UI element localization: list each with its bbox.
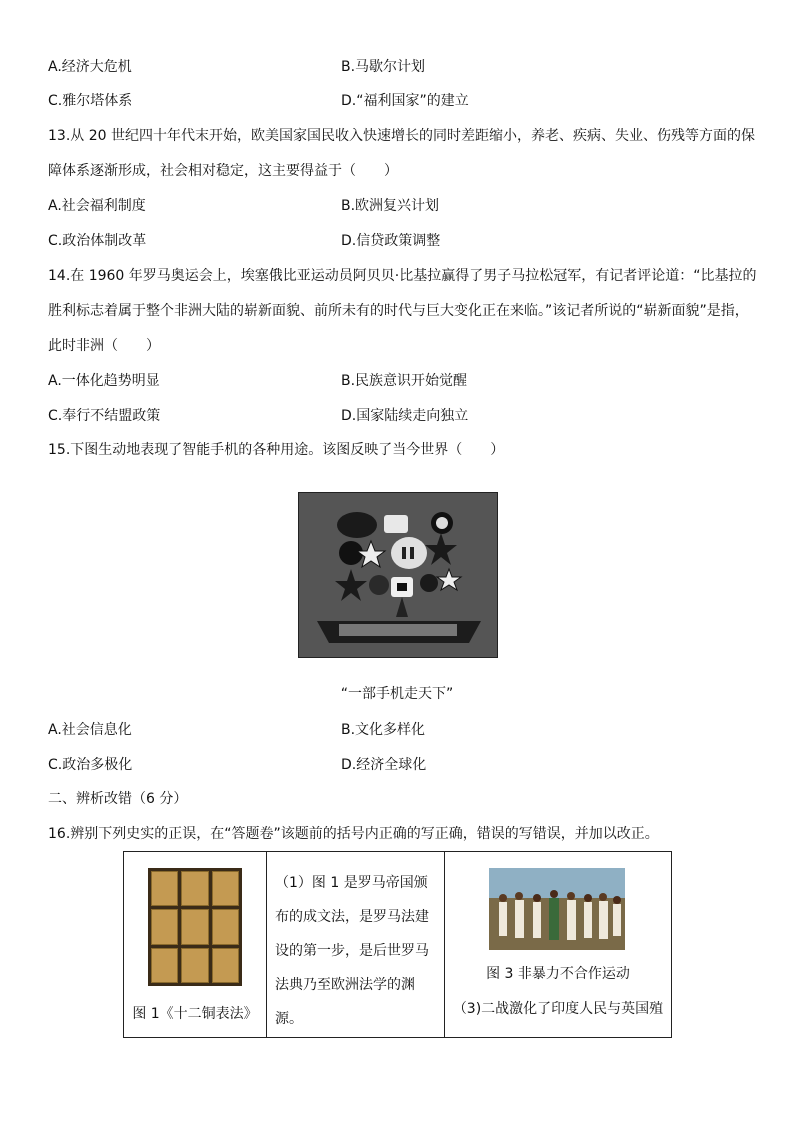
q12-option-b: B.马歇尔计划	[341, 59, 426, 75]
q15-figure-caption: “一部手机走天下”	[340, 686, 454, 702]
q13-stem-line2: 障体系逐渐形成，社会相对稳定，这主要得益于（ ）	[48, 163, 398, 179]
q16-item1-text: （1）图 1 是罗马帝国颁布的成文法，是罗马法建设的第一步，是后世罗马法典乃至欧洲法学的渊源。	[275, 875, 429, 1027]
q14-option-a: A.一体化趋势明显	[48, 373, 160, 389]
q15-option-b: B.文化多样化	[341, 722, 426, 738]
section-2-title: 二、辨析改错（6 分）	[48, 791, 188, 807]
q13-stem-line1: 13.从 20 世纪四十年代末开始，欧美国家国民收入快速增长的同时差距缩小，养老、疾病、失业、伤残等方面的保	[48, 128, 755, 144]
q12-option-a: A.经济大危机	[48, 59, 132, 75]
q14-stem-line2: 胜利标志着属于整个非洲大陆的崭新面貌、前所未有的时代与巨大变化正在来临。”该记者所说的“崭新面貌”是指，	[48, 303, 749, 319]
q16-stem: 16.辨别下列史实的正误，在“答题卷”该题前的括号内正确的写正确，错误的写错误，并加以改正。	[48, 826, 659, 842]
q12-option-c: C.雅尔塔体系	[48, 93, 133, 109]
q13-option-c: C.政治体制改革	[48, 233, 147, 249]
q13-option-a: A.社会福利制度	[48, 198, 146, 214]
q16-cell-figure1	[124, 852, 267, 1038]
q16-cell-item1	[267, 852, 445, 1038]
smartphone-illustration	[298, 492, 498, 658]
q16-item3-text: （3)二战激化了印度人民与英国殖	[452, 1001, 664, 1017]
q16-cell-figure3	[445, 852, 672, 1038]
q15-option-c: C.政治多极化	[48, 757, 133, 773]
q14-stem-line3: 此时非洲（ ）	[48, 338, 160, 354]
q16-table	[123, 851, 672, 1038]
q14-stem-line1: 14.在 1960 年罗马奥运会上，埃塞俄比亚运动员阿贝贝·比基拉赢得了男子马拉松冠军，有记者评论道：“比基拉的	[48, 268, 757, 284]
q13-option-b: B.欧洲复兴计划	[341, 198, 440, 214]
q15-option-d: D.经济全球化	[341, 757, 427, 773]
q14-option-c: C.奉行不结盟政策	[48, 408, 161, 424]
salt-march-photo	[489, 868, 625, 950]
twelve-tables-image	[148, 868, 242, 986]
q12-option-d: D.“福利国家”的建立	[341, 93, 469, 109]
figure1-caption: 图 1《十二铜表法》	[132, 1006, 258, 1022]
q13-option-d: D.信贷政策调整	[341, 233, 441, 249]
figure3-caption: 图 3 非暴力不合作运动	[486, 966, 630, 982]
q15-stem: 15.下图生动地表现了智能手机的各种用途。该图反映了当今世界（ ）	[48, 442, 505, 458]
q14-option-b: B.民族意识开始觉醒	[341, 373, 468, 389]
q14-option-d: D.国家陆续走向独立	[341, 408, 469, 424]
smartphone-apps-icon	[299, 493, 497, 657]
q15-option-a: A.社会信息化	[48, 722, 132, 738]
